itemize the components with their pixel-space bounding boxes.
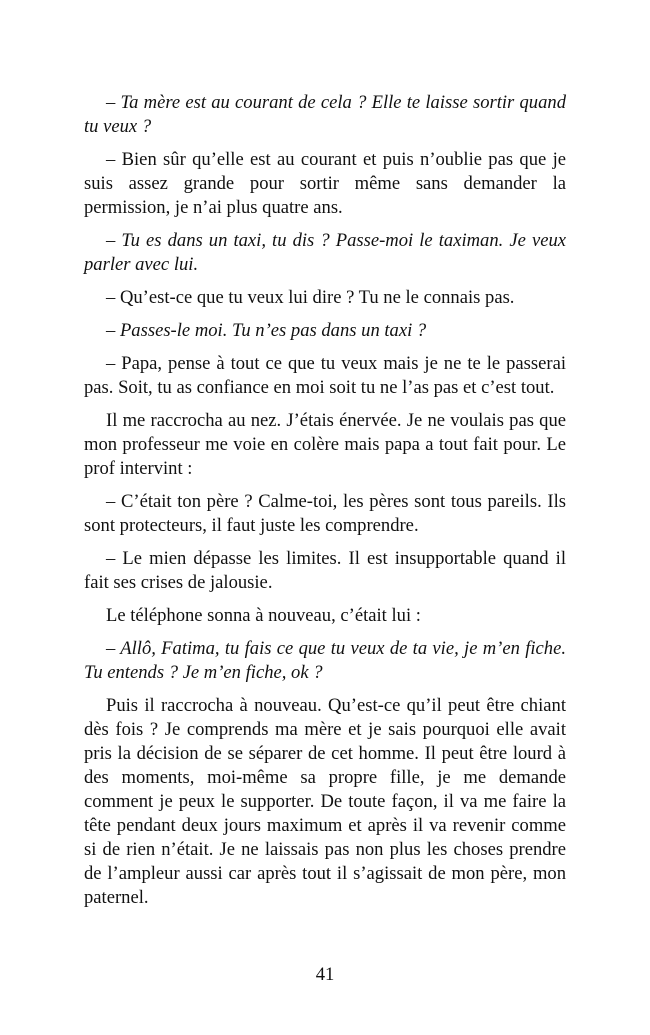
paragraph: – Passes-le moi. Tu n’es pas dans un taxi ? bbox=[106, 320, 427, 341]
paragraph: – Ta mère est au courant de cela ? Elle te laisse sortir quand tu veux ? bbox=[84, 92, 566, 137]
paragraph: – Qu’est-ce que tu veux lui dire ? Tu ne le connais pas. bbox=[106, 287, 515, 308]
paragraph: – Allô, Fatima, tu fais ce que tu veux de ta vie, je m’en fiche. Tu entends ? Je m’en fiche, ok ? bbox=[84, 638, 566, 683]
paragraph: – Le mien dépasse les limites. Il est insupportable quand il fait ses crises de jalousie. bbox=[84, 548, 566, 593]
page-body bbox=[84, 91, 566, 919]
paragraph: Puis il raccrocha à nouveau. Qu’est-ce qu’il peut être chiant dès fois ? Je comprends ma mère et je sais pourquoi elle avait pris la décision de se séparer de cet homme. Il peut être lourd à des moments, moi-même sa propre fille, je me demande comment je peux le supporter. De toute façon, il va me faire la tête pendant deux jours maximum et après il va revenir comme si de rien n’était. Je ne laissais pas non plus les choses prendre de l’ampleur aussi car après tout il s’agissait de mon père, mon paternel. bbox=[84, 695, 566, 908]
page-number: 41 bbox=[315, 964, 335, 985]
paragraph: Il me raccrocha au nez. J’étais énervée. Je ne voulais pas que mon professeur me voie en colère mais papa a tout fait pour. Le prof intervint : bbox=[84, 410, 566, 479]
paragraph: Le téléphone sonna à nouveau, c’était lui : bbox=[106, 605, 421, 626]
paragraph: – Bien sûr qu’elle est au courant et puis n’oublie pas que je suis assez grande pour sortir même sans demander la permission, je n’ai plus quatre ans. bbox=[84, 149, 566, 218]
paragraph: – Tu es dans un taxi, tu dis ? Passe-moi le taximan. Je veux parler avec lui. bbox=[84, 230, 566, 275]
paragraph: – C’était ton père ? Calme-toi, les pères sont tous pareils. Ils sont protecteurs, il faut juste les comprendre. bbox=[84, 491, 566, 536]
paragraph: – Papa, pense à tout ce que tu veux mais je ne te le passerai pas. Soit, tu as confiance en moi soit tu ne l’as pas et c’est tout. bbox=[84, 353, 566, 398]
